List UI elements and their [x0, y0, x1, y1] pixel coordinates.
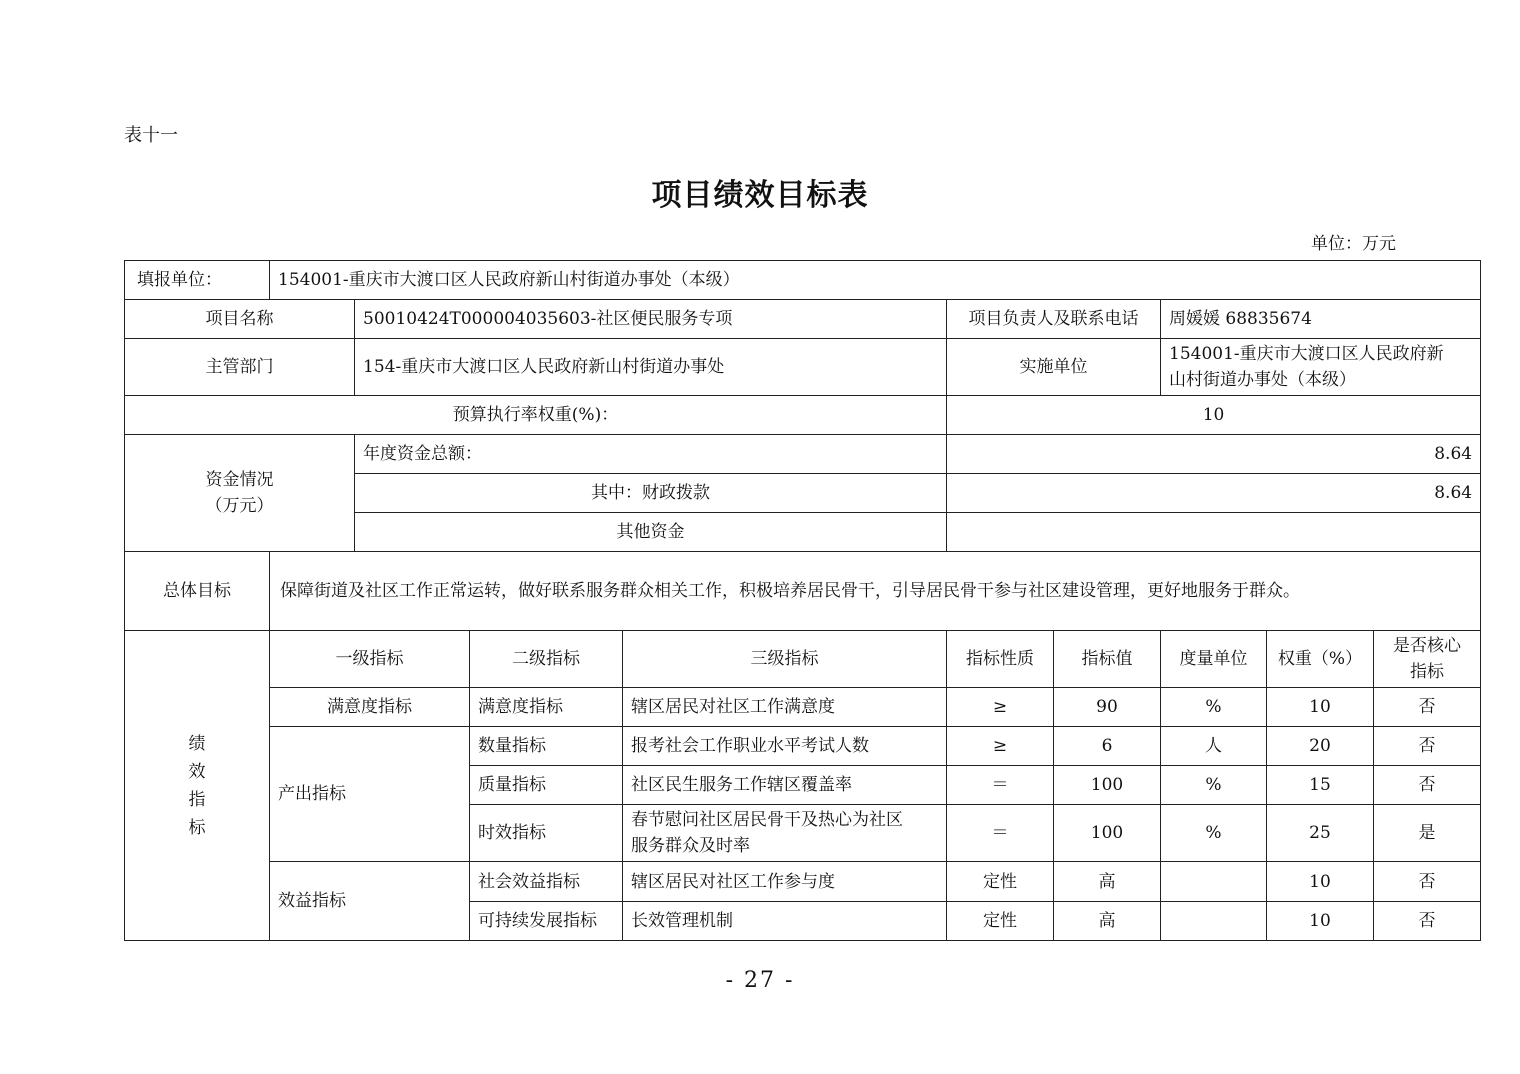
perf-label-char: 效: [188, 761, 206, 782]
value-cell: 高: [1054, 862, 1161, 902]
level3-cell: 辖区居民对社区工作满意度: [623, 688, 947, 727]
funds-label-line1: 资金情况: [205, 470, 274, 490]
project-name-value: 50010424T000004035603-社区便民服务专项: [355, 300, 947, 339]
nature-cell: ≥: [947, 688, 1054, 727]
department-row: [125, 339, 1481, 396]
contact-value: 周媛媛 68835674: [1161, 300, 1481, 339]
level2-cell: 时效指标: [470, 805, 623, 862]
budget-weight-label: 预算执行率权重(%)：: [125, 396, 947, 435]
core-cell: 是: [1374, 805, 1481, 862]
header-core: [1374, 631, 1481, 688]
perf-label-char: 绩: [188, 733, 206, 754]
level3-line1: 春节慰问社区居民骨干及热心为社区: [631, 810, 903, 830]
unit-cell: 人: [1161, 727, 1267, 766]
unit-cell: %: [1161, 805, 1267, 862]
unit-cell: [1161, 902, 1267, 941]
other-funds-label: 其他资金: [355, 513, 947, 552]
perf-label-char: 标: [188, 817, 206, 838]
table-row: [125, 688, 1481, 727]
annual-total-value: 8.64: [947, 435, 1481, 474]
annual-total-label: 年度资金总额：: [355, 435, 947, 474]
contact-label: 项目负责人及联系电话: [947, 300, 1161, 339]
unit-label: 单位：万元: [1311, 234, 1396, 254]
group-satisfaction: 满意度指标: [270, 688, 470, 727]
level2-cell: 社会效益指标: [470, 862, 623, 902]
core-cell: 否: [1374, 688, 1481, 727]
nature-cell: ≥: [947, 727, 1054, 766]
weight-cell: 10: [1267, 902, 1374, 941]
header-weight: 权重（%）: [1267, 631, 1374, 688]
level3-cell: 辖区居民对社区工作参与度: [623, 862, 947, 902]
level3-cell: 报考社会工作职业水平考试人数: [623, 727, 947, 766]
page-number: - 27 -: [725, 968, 795, 993]
group-output: 产出指标: [270, 727, 470, 862]
header-core-line2: 指标: [1410, 662, 1445, 682]
overall-goal-label: 总体目标: [125, 552, 270, 631]
table-label: 表十一: [124, 125, 178, 146]
weight-cell: 25: [1267, 805, 1374, 862]
core-cell: 否: [1374, 727, 1481, 766]
weight-cell: 10: [1267, 862, 1374, 902]
level3-cell: 社区民生服务工作辖区覆盖率: [623, 766, 947, 805]
value-cell: 90: [1054, 688, 1161, 727]
table-row: [125, 727, 1481, 766]
budget-weight-row: [125, 396, 1481, 435]
overall-goal-value: 保障街道及社区工作正常运转，做好联系服务群众相关工作，积极培养居民骨干，引导居民骨干参与社区建设管理，更好地服务于群众。: [270, 552, 1481, 631]
nature-cell: 定性: [947, 862, 1054, 902]
performance-indicator-label: [125, 631, 270, 941]
dept-label: 主管部门: [125, 339, 355, 396]
indicator-header-row: [125, 631, 1481, 688]
core-cell: 否: [1374, 862, 1481, 902]
level3-cell: 长效管理机制: [623, 902, 947, 941]
header-level3: 三级指标: [623, 631, 947, 688]
impl-value: [1161, 339, 1481, 396]
table-row: [125, 862, 1481, 902]
level3-line2: 服务群众及时率: [631, 836, 750, 856]
dept-value: 154-重庆市大渡口区人民政府新山村街道办事处: [355, 339, 947, 396]
value-cell: 100: [1054, 805, 1161, 862]
header-value: 指标值: [1054, 631, 1161, 688]
header-nature: 指标性质: [947, 631, 1054, 688]
header-core-line1: 是否核心: [1393, 636, 1462, 656]
nature-cell: ＝: [947, 805, 1054, 862]
weight-cell: 20: [1267, 727, 1374, 766]
impl-value-line2: 山村街道办事处（本级）: [1169, 370, 1356, 390]
budget-weight-value: 10: [947, 396, 1481, 435]
project-name-row: [125, 300, 1481, 339]
weight-cell: 15: [1267, 766, 1374, 805]
nature-cell: ＝: [947, 766, 1054, 805]
fiscal-label: 其中：财政拨款: [355, 474, 947, 513]
core-cell: 否: [1374, 766, 1481, 805]
project-name-label: 项目名称: [125, 300, 355, 339]
page-title: 项目绩效目标表: [651, 178, 869, 213]
level2-cell: 满意度指标: [470, 688, 623, 727]
overall-goal-row: [125, 552, 1481, 631]
impl-value-line1: 154001-重庆市大渡口区人民政府新: [1169, 344, 1444, 364]
performance-target-table: [124, 260, 1481, 941]
impl-label: 实施单位: [947, 339, 1161, 396]
header-level2: 二级指标: [470, 631, 623, 688]
fill-unit-label: 填报单位：: [125, 261, 270, 300]
funds-label: [125, 435, 355, 552]
core-cell: 否: [1374, 902, 1481, 941]
level2-cell: 数量指标: [470, 727, 623, 766]
header-unit: 度量单位: [1161, 631, 1267, 688]
funds-label-line2: （万元）: [205, 496, 274, 516]
value-cell: 6: [1054, 727, 1161, 766]
fill-unit-row: [125, 261, 1481, 300]
annual-total-row: [125, 435, 1481, 474]
other-funds-value: [947, 513, 1481, 552]
group-benefit: 效益指标: [270, 862, 470, 941]
value-cell: 高: [1054, 902, 1161, 941]
level2-cell: 质量指标: [470, 766, 623, 805]
fill-unit-value: 154001-重庆市大渡口区人民政府新山村街道办事处（本级）: [270, 261, 1481, 300]
fiscal-value: 8.64: [947, 474, 1481, 513]
level3-cell: [623, 805, 947, 862]
perf-label-char: 指: [188, 789, 206, 810]
level2-cell: 可持续发展指标: [470, 902, 623, 941]
value-cell: 100: [1054, 766, 1161, 805]
nature-cell: 定性: [947, 902, 1054, 941]
weight-cell: 10: [1267, 688, 1374, 727]
unit-cell: %: [1161, 766, 1267, 805]
unit-cell: %: [1161, 688, 1267, 727]
unit-cell: [1161, 862, 1267, 902]
header-level1: 一级指标: [270, 631, 470, 688]
